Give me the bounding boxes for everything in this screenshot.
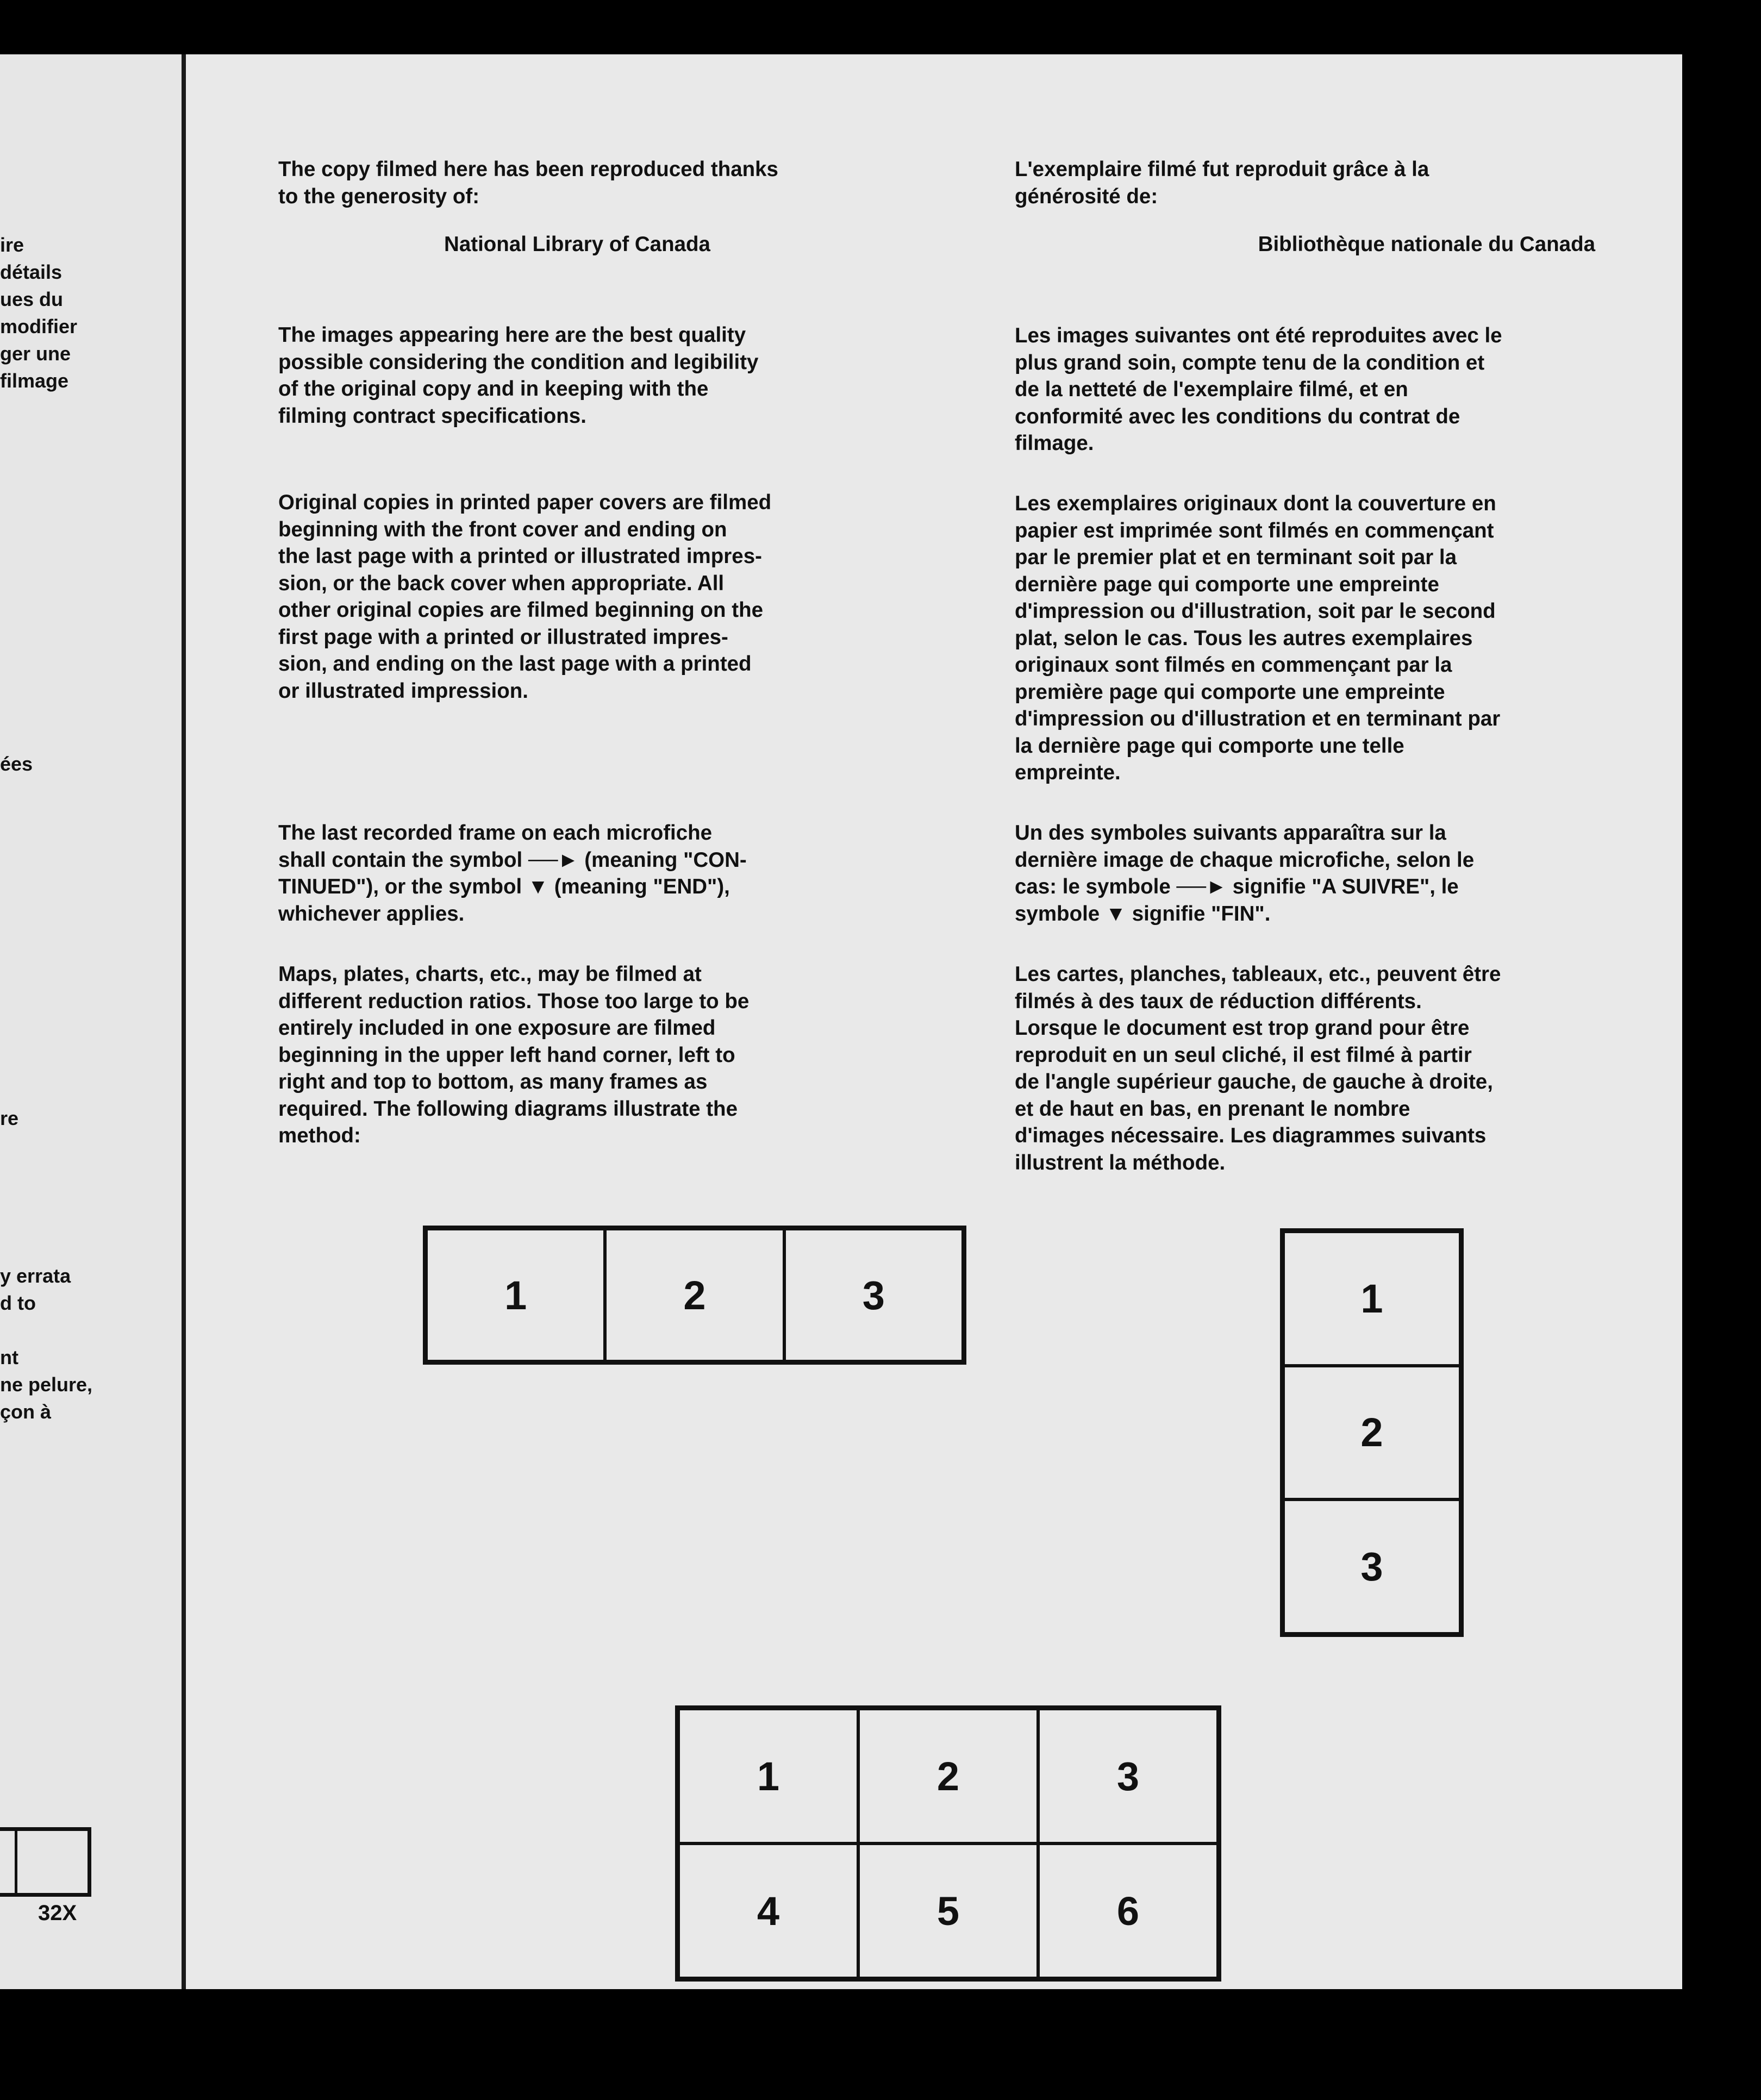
frame-cell: 2 — [605, 1229, 784, 1361]
symbols-text-en: The last recorded frame on each microfiche shall contain the symbol ──► (meaning "CON- TINUED"), or the symbol ▼ (meaning "END"), whichever applies. — [278, 821, 747, 926]
originals-text-fr: Les exemplaires originaux dont la couverture en papier est imprimée sont filmés en commençant par le premier plat et en terminant soit par la dernière page qui comporte une empreinte d'impression ou d'illustration, soit par le second plat, selon le cas. Tous les autres exemplaires originaux sont filmés en commençant par la première page qui comporte une empreinte d'impression ou d'illustration et en terminant par la dernière page qui comporte une telle empreinte. — [1015, 492, 1501, 784]
frame-cell: 1 — [678, 1709, 858, 1843]
symbols-text-fr: Un des symboles suivants apparaîtra sur la dernière image de chaque microfiche, selon le cas: le symbole ──► signifie "A SUIVRE", le symbole ▼ signifie "FIN". — [1015, 821, 1475, 926]
credit-intro-en: The copy filmed here has been reproduced thanks to the generosity of: — [278, 158, 778, 208]
frame-cell: 2 — [858, 1709, 1038, 1843]
fragment-text: modifier — [0, 315, 78, 338]
frame-cell: 5 — [858, 1843, 1038, 1978]
frame-cell: 4 — [678, 1843, 858, 1978]
scale-box — [0, 1827, 91, 1897]
frame-cell: 2 — [1283, 1366, 1460, 1500]
fragment-text: re — [0, 1107, 19, 1129]
fragment-text: nt — [0, 1346, 18, 1368]
institution-fr: Bibliothèque nationale du Canada — [1258, 233, 1595, 256]
fragment-text: d to — [0, 1292, 36, 1314]
maps-text-en: Maps, plates, charts, etc., may be filmed at different reduction ratios. Those too large to be entirely included in one exposure are filmed beginning in the upper left hand corner, left to right and top to bottom, as many frames as required. The following diagrams illustrate the method: — [278, 962, 750, 1147]
fragment-text: ger une — [0, 342, 71, 365]
previous-page-strip — [0, 54, 184, 1989]
fragment-text: ées — [0, 753, 33, 775]
diagram-grid — [675, 1705, 1221, 1982]
quality-text-en: The images appearing here are the best quality possible considering the condition and legibility of the original copy and in keeping with the filming contract specifications. — [278, 323, 759, 428]
frame-cell: 6 — [1038, 1843, 1218, 1978]
fragment-text: y errata — [0, 1265, 71, 1287]
scale-label: 32X — [38, 1901, 77, 1925]
frame-cell: 1 — [1283, 1232, 1460, 1366]
fragment-text: ne pelure, — [0, 1373, 93, 1396]
fragment-text: détails — [0, 261, 63, 283]
frame-cell: 3 — [1283, 1499, 1460, 1634]
originals-text-en: Original copies in printed paper covers are filmed beginning with the front cover and ending on the last page with a printed or illustrated impres- sion, or the back cover when appropriate. All other original copies are filmed beginning on the first page with a printed or illustrated impres- sion, and ending on the last page with a printed or illustrated impression. — [278, 491, 772, 703]
fragment-text: ues du — [0, 288, 64, 310]
diagram-horizontal — [423, 1226, 966, 1365]
main-content — [186, 54, 1682, 1989]
credit-intro-fr: L'exemplaire filmé fut reproduit grâce à la générosité de: — [1015, 158, 1429, 208]
microfiche-page — [0, 54, 1682, 1989]
page-divider — [182, 54, 186, 1989]
fragment-text: ire — [0, 234, 24, 256]
institution-en: National Library of Canada — [444, 233, 710, 256]
diagram-vertical — [1280, 1228, 1464, 1637]
fragment-text: filmage — [0, 370, 69, 392]
fragment-text: çon à — [0, 1401, 52, 1423]
frame-cell: 3 — [784, 1229, 963, 1361]
frame-cell: 1 — [426, 1229, 605, 1361]
frame-cell: 3 — [1038, 1709, 1218, 1843]
quality-text-fr: Les images suivantes ont été reproduites avec le plus grand soin, compte tenu de la condition et de la netteté de l'exemplaire filmé, et en conformité avec les conditions du contrat de filmage. — [1015, 324, 1502, 455]
maps-text-fr: Les cartes, planches, tableaux, etc., peuvent être filmés à des taux de réduction différents. Lorsque le document est trop grand pour être reproduit en un seul cliché, il est filmé à partir de l'angle supérieur gauche, de gauche à droite, et de haut en bas, en prenant le nombre d'images nécessaire. Les diagrammes suivants illustrent la méthode. — [1015, 962, 1501, 1174]
